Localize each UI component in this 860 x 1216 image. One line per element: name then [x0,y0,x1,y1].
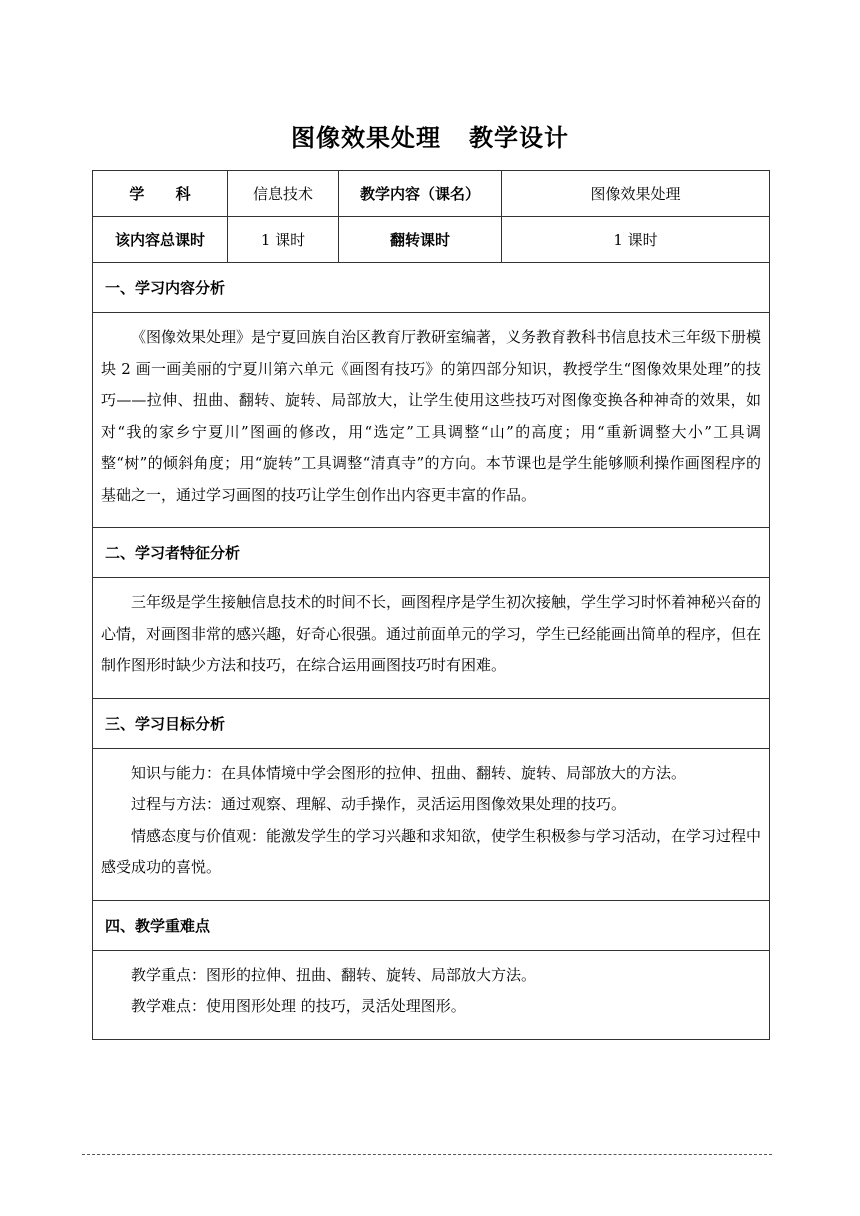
lesson-content-label: 教学内容（课名） [339,171,502,217]
section-body-objectives [93,748,770,900]
section-heading-key-points: 四、教学重难点 [93,900,770,950]
info-row-subject [93,171,770,217]
section-heading-row [93,528,770,578]
section-body-content-analysis [93,313,770,528]
flipped-hours-label: 翻转课时 [339,217,502,263]
section-heading-objectives: 三、学习目标分析 [93,698,770,748]
section-heading-row [93,698,770,748]
paragraph: 《图像效果处理》是宁夏回族自治区教育厅教研室编著，义务教育教科书信息技术三年级下册模块 2 画一画美丽的宁夏川第六单元《画图有技巧》的第四部分知识，教授学生“图像效果处理”的技巧——拉伸、扭曲、翻转、旋转、局部放大，让学生使用这些技巧对图像变换各种神奇的效果，如对“我的家乡宁夏川”图画的修改，用“选定”工具调整“山”的高度；用“重新调整大小”工具调整“树”的倾斜角度；用“旋转”工具调整“清真寺”的方向。本节课也是学生能够顺利操作画图程序的基础之一，通过学习画图的技巧让学生创作出内容更丰富的作品。 [101,328,762,504]
paragraph-attitude: 情感态度与价值观：能激发学生的学习兴趣和求知欲，使学生积极参与学习活动，在学习过程中感受成功的喜悦。 [101,826,762,876]
section-body-row [93,950,770,1039]
flipped-hours-value: 1 课时 [502,217,770,263]
total-hours-value: 1 课时 [228,217,339,263]
section-body-row [93,748,770,900]
section-body-learner-analysis [93,578,770,699]
section-body-key-points [93,950,770,1039]
paragraph: 三年级是学生接触信息技术的时间不长，画图程序是学生初次接触，学生学习时怀着神秘兴奋的心情，对画图非常的感兴趣，好奇心很强。通过前面单元的学习，学生已经能画出简单的程序，但在制作图形时缺少方法和技巧，在综合运用画图技巧时有困难。 [101,593,762,674]
paragraph-process: 过程与方法：通过观察、理解、动手操作，灵活运用图像效果处理的技巧。 [131,795,627,813]
section-body-row [93,578,770,699]
info-row-hours [93,217,770,263]
subject-value: 信息技术 [228,171,339,217]
paragraph-difficulty: 教学难点：使用图形处理 的技巧，灵活处理图形。 [131,997,466,1015]
section-heading-row [93,263,770,313]
paragraph-key-point: 教学重点：图形的拉伸、扭曲、翻转、旋转、局部放大方法。 [131,965,537,984]
document-title: 图像效果处理 教学设计 [290,124,570,152]
section-body-row [93,313,770,528]
lesson-design-table [92,170,770,1040]
subject-label: 学 科 [93,171,228,217]
total-hours-label: 该内容总课时 [93,217,228,263]
section-heading-content-analysis: 一、学习内容分析 [93,263,770,313]
lesson-content-value: 图像效果处理 [502,171,770,217]
section-heading-learner-analysis: 二、学习者特征分析 [93,528,770,578]
section-heading-row [93,900,770,950]
paragraph-knowledge: 知识与能力：在具体情境中学会图形的拉伸、扭曲、翻转、旋转、局部放大的方法。 [131,763,687,782]
footer-divider [82,1154,772,1155]
